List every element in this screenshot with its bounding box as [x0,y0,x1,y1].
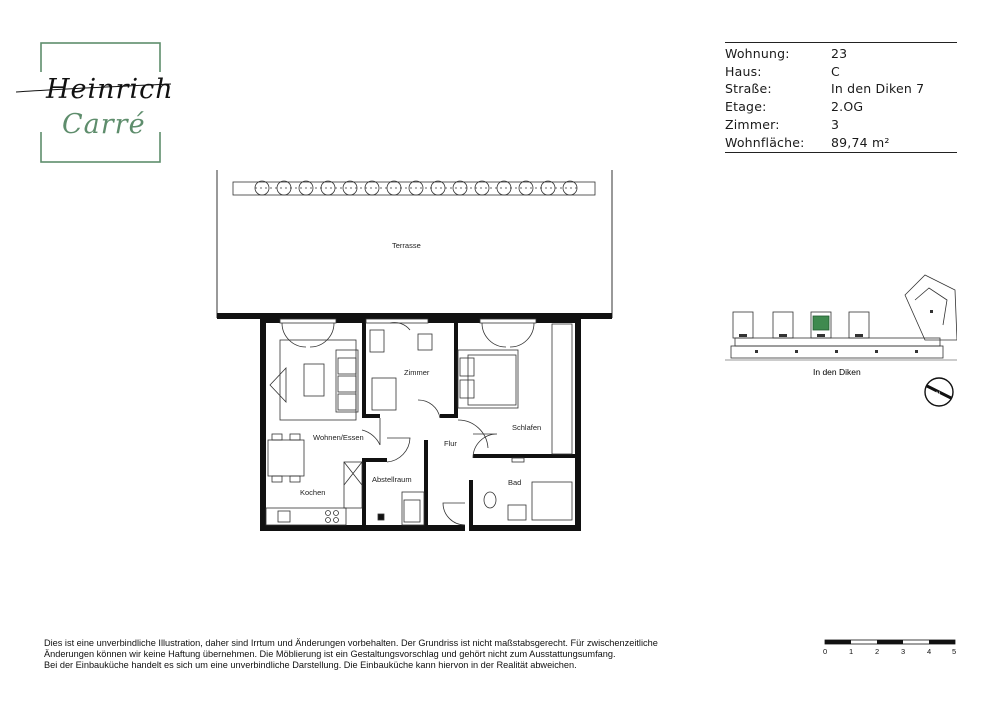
disclaimer-line: Dies ist eine unverbindliche Illustration, daher sind Irrtum und Änderungen vorbehalten. Der Grundriss ist nicht maßstabsgerecht. Für zwischenzeitliche [44,638,658,648]
room-label-bedroom: Schlafen [512,423,542,432]
site-highlight-apartment [813,316,829,330]
logo-line1: Heinrich [46,74,174,105]
site-street-label: In den Diken [813,367,861,377]
room-label-room: Zimmer [404,368,430,377]
info-value: C [831,63,840,79]
info-value: 89,74 m² [831,134,890,150]
disclaimer-line: Änderungen können wir keine Haftung übernehmen. Die Möblierung ist ein Gestaltungsvorschlag und gehört nicht zum Ausstattungsumfang. [44,649,616,659]
scale-label: 3 [901,647,906,656]
scale-label: 2 [875,647,880,656]
info-label: Zimmer: [725,116,780,132]
site-details [739,310,933,353]
room-label-kitchen: Kochen [300,488,326,497]
disclaimer [44,638,764,671]
living-furniture [268,340,358,482]
room-label-living: Wohnen/Essen [313,433,364,442]
info-label: Straße: [725,81,772,97]
info-value: In den Diken 7 [831,81,925,97]
logo-line2: Carré [62,109,146,140]
bath-fixtures [484,458,572,520]
terrace [217,170,612,319]
compass-icon [925,378,953,406]
windows [280,319,536,347]
interior-walls [362,319,577,531]
info-value: 23 [831,46,848,61]
site-plan [725,270,957,410]
disclaimer-line: Bei der Einbauküche handelt es sich um eine unverbindliche Darstellung. Die Einbauküche kann hiervon in der Realität abweichen. [44,660,577,670]
scale-label: 0 [823,647,828,656]
room-label-storage: Abstellraum [372,475,412,484]
scale-label: 4 [927,647,932,656]
site-buildings [725,275,957,360]
room-label-hall: Flur [444,439,457,448]
room-label-bath: Bad [508,478,522,487]
door-swings [362,400,497,525]
info-label: Wohnfläche: [725,134,805,150]
scale-label: 1 [849,647,854,656]
compass-label: N [936,392,941,398]
info-value: 2.OG [831,99,864,115]
info-label: Etage: [725,99,767,115]
bedroom-furniture [458,324,572,454]
scale-label: 5 [952,647,957,656]
info-label: Haus: [725,63,762,79]
storage-fixtures [378,492,424,525]
info-value: 3 [831,116,840,132]
info-label: Wohnung: [725,46,790,61]
planter-plants [255,181,577,195]
room-label-terrace: Terrasse [392,241,421,250]
scale-bar [820,638,960,660]
